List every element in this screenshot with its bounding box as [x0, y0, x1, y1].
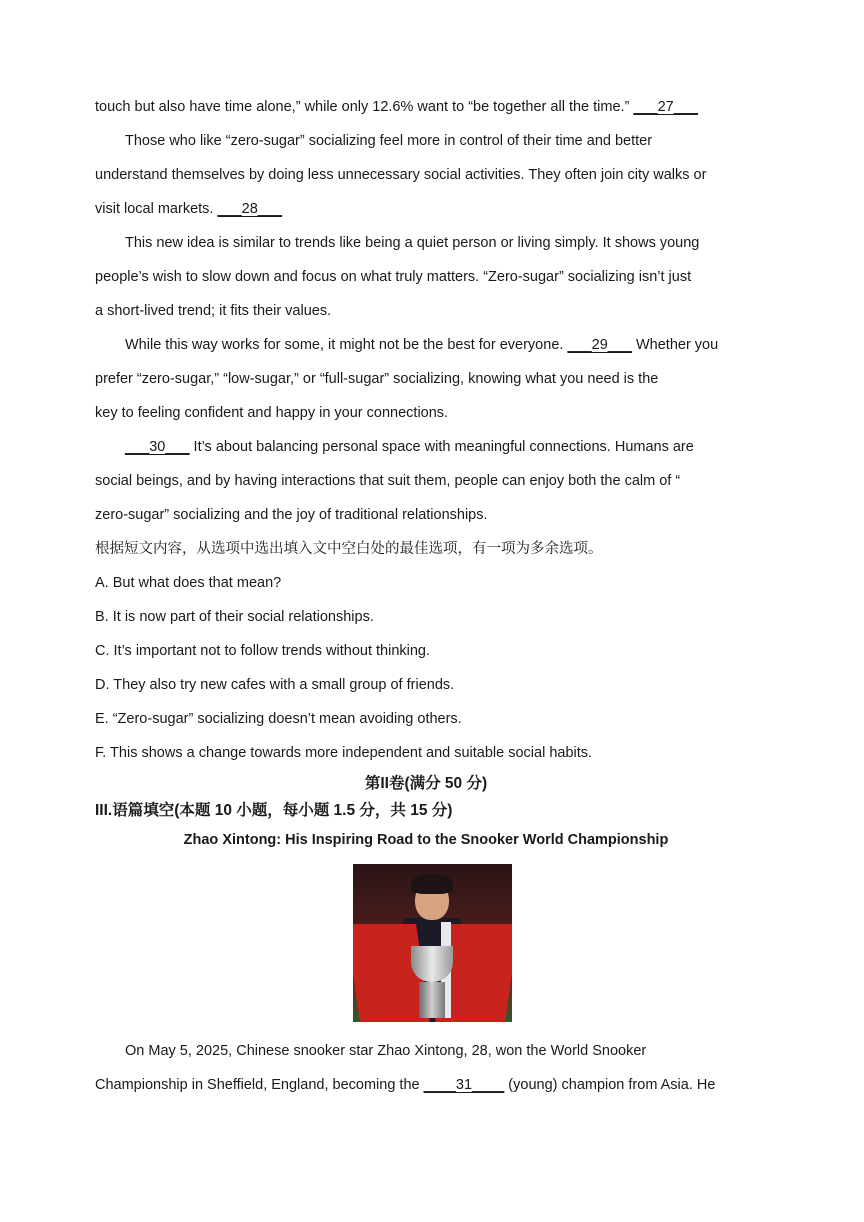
passage-line [95, 328, 757, 362]
passage-text: touch but also have time alone,” while only 12.6% want to “be together all the time.” [95, 99, 634, 115]
passage-line: understand themselves by doing less unnecessary social activities. They often join city walks or [95, 167, 707, 183]
passage-text: While this way works for some, it might not be the best for everyone. [125, 337, 568, 353]
passage-line: Those who like “zero-sugar” socializing feel more in control of their time and better [125, 133, 653, 149]
option-c: C. It’s important not to follow trends without thinking. [95, 643, 431, 659]
instruction-text: 根据短文内容，从选项中选出填入文中空白处的最佳选项，有一项为多余选项。 [95, 541, 603, 557]
article-text: Championship in Sheffield, England, becoming the [95, 1077, 424, 1093]
section-title: 第II卷(满分 50 分) [364, 775, 488, 792]
option-f: F. This shows a change towards more independent and suitable social habits. [95, 745, 593, 761]
passage-line [95, 90, 757, 124]
option-e: E. “Zero-sugar” socializing doesn’t mean avoiding others. [95, 711, 462, 727]
blank-27: ___27___ [633, 99, 698, 115]
passage-line: key to feeling confident and happy in your connections. [95, 405, 449, 421]
option-a: A. But what does that mean? [95, 575, 282, 591]
player-hair-shape [411, 874, 453, 894]
blank-30: ___30___ [125, 439, 190, 455]
photo-container [95, 856, 757, 1034]
passage-line: people’s wish to slow down and focus on what truly matters. “Zero-sugar” socializing isn’t just [95, 269, 692, 285]
blank-31: ____31____ [423, 1077, 505, 1093]
passage-text: visit local markets. [95, 201, 218, 217]
option-b: B. It is now part of their social relationships. [95, 609, 374, 625]
blank-28: ___28___ [217, 201, 282, 217]
passage-text: It’s about balancing personal space with meaningful connections. Humans are [189, 439, 694, 455]
article-line [95, 1068, 757, 1102]
blank-29: ___29___ [567, 337, 632, 353]
trophy-base-shape [419, 982, 445, 1018]
passage-line [95, 192, 757, 226]
passage-line: social beings, and by having interactions that suit them, people can enjoy both the calm of “ [95, 473, 681, 489]
article-line: On May 5, 2025, Chinese snooker star Zhao Xintong, 28, won the World Snooker [125, 1043, 647, 1059]
champion-photo [353, 864, 512, 1022]
passage-line: zero-sugar” socializing and the joy of traditional relationships. [95, 507, 488, 523]
article-title: Zhao Xintong: His Inspiring Road to the Snooker World Championship [183, 832, 669, 848]
passage-line: prefer “zero-sugar,” “low-sugar,” or “full-sugar” socializing, knowing what you need is the [95, 371, 659, 387]
passage-text: Whether you [631, 337, 719, 353]
option-d: D. They also try new cafes with a small group of friends. [95, 677, 455, 693]
part3-heading: III.语篇填空(本题 10 小题，每小题 1.5 分，共 15 分) [95, 802, 453, 819]
passage-line: a short-lived trend; it fits their values. [95, 303, 332, 319]
article-text: (young) champion from Asia. He [504, 1077, 716, 1093]
document-page [95, 90, 757, 1102]
passage-line [95, 430, 757, 464]
passage-line: This new idea is similar to trends like being a quiet person or living simply. It shows young [125, 235, 700, 251]
